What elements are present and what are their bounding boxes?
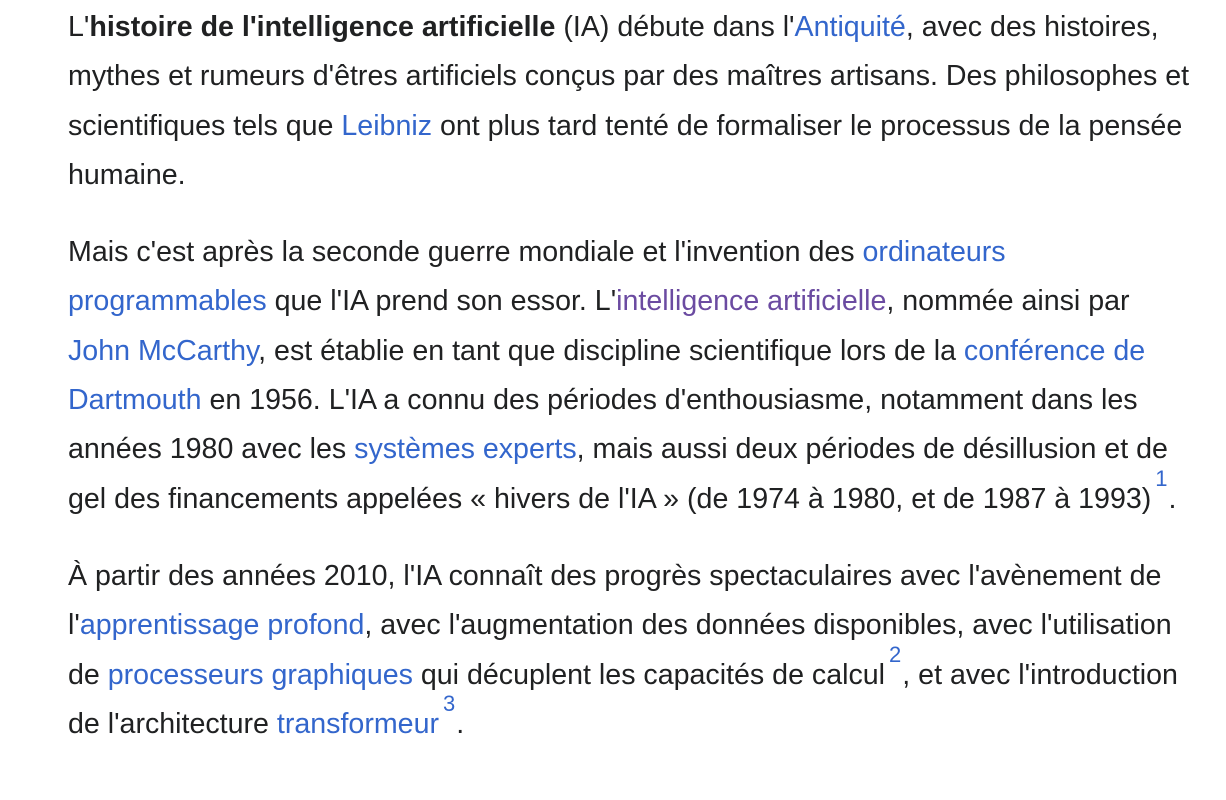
text-run: ont plus tard tenté de formaliser le processus de la pensée humaine. [68, 109, 1183, 191]
text-run: que l'IA prend son essor. L' [266, 285, 617, 318]
text-run: , nommée ainsi par [886, 285, 1130, 318]
text-run: (IA) débute dans l' [555, 11, 795, 43]
text-run: L' [68, 11, 90, 43]
text-run: en 1956. L'IA a connu des périodes d'enthousiasme, notamment dans les années 1980 avec les [68, 384, 1138, 466]
paragraph-modern [68, 552, 1198, 749]
link-ordinateurs-programmables[interactable]: ordinateurs programmables [68, 236, 1006, 318]
paragraph-intro [68, 3, 1198, 200]
text-run: , et avec l'introduction de l'architecture [68, 658, 1178, 740]
link-conference-dartmouth[interactable]: conférence de Dartmouth [68, 334, 1146, 417]
text-run: , mais aussi deux périodes de désillusion et de gel des financements appelées « hivers de l'IA » (de 1974 à 1980, et de 1987 à 1993) [68, 433, 1168, 515]
reference-1-link[interactable]: 1 [1155, 465, 1168, 491]
article-subject-bold: histoire de l'intelligence artificielle [89, 11, 556, 43]
reference-3[interactable] [443, 691, 455, 716]
link-intelligence-artificielle[interactable]: intelligence artificielle [616, 285, 887, 318]
link-systemes-experts[interactable]: systèmes experts [354, 433, 577, 466]
link-leibniz[interactable]: Leibniz [341, 109, 433, 142]
link-antiquite[interactable]: Antiquité [794, 11, 906, 43]
text-run: Mais c'est après la seconde guerre mondiale et l'invention des [68, 236, 863, 269]
text-run: , avec l'augmentation des données disponibles, avec l'utilisation de [68, 609, 1172, 691]
reference-2[interactable] [889, 642, 901, 667]
reference-3-link[interactable]: 3 [443, 690, 456, 716]
link-apprentissage-profond[interactable]: apprentissage profond [79, 609, 365, 642]
text-run: , est établie en tant que discipline scientifique lors de la [258, 334, 964, 367]
article-body [68, 3, 1198, 749]
link-processeurs-graphiques[interactable]: processeurs graphiques [107, 658, 413, 691]
text-run: , avec des histoires, mythes et rumeurs d'êtres artificiels conçus par des maîtres artisans. Des philosophes et scientifiques tels que [68, 11, 1190, 142]
text-run: . [1168, 482, 1177, 515]
reference-2-link[interactable]: 2 [889, 641, 902, 667]
link-john-mccarthy[interactable]: John McCarthy [68, 334, 259, 367]
text-run: À partir des années 2010, l'IA connaît des progrès spectaculaires avec l'avènement de l' [68, 559, 1162, 642]
paragraph-history [68, 228, 1198, 524]
text-run: qui décuplent les capacités de calcul [412, 658, 886, 691]
reference-1[interactable] [1155, 466, 1167, 491]
text-run: . [456, 707, 465, 740]
link-transformeur[interactable]: transformeur [276, 707, 439, 740]
